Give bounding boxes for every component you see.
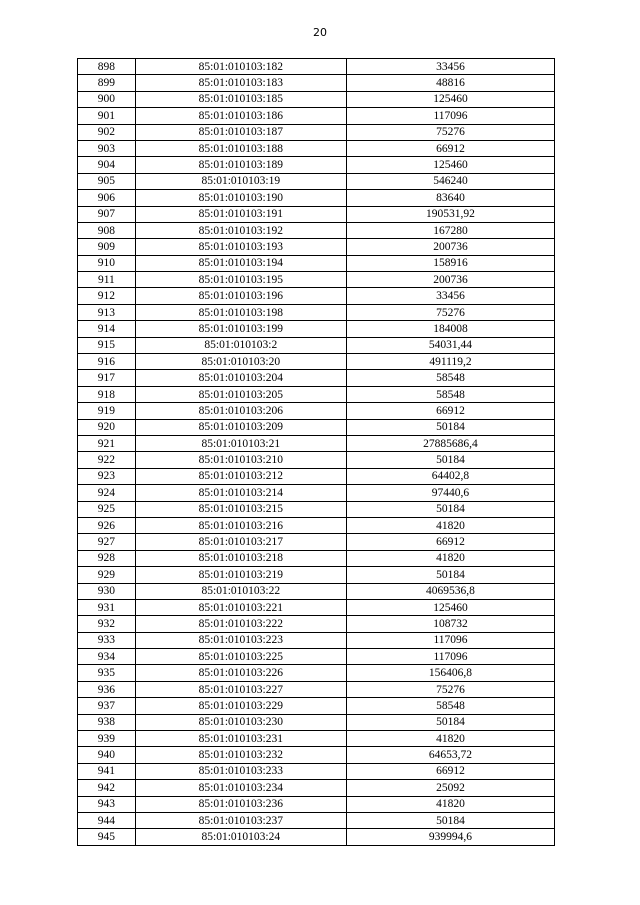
value-cell: 75276 bbox=[346, 681, 554, 697]
cadastral-value-table bbox=[77, 58, 555, 846]
row-number-cell: 926 bbox=[78, 517, 136, 533]
row-number-cell: 902 bbox=[78, 124, 136, 140]
cadastral-number-cell: 85:01:010103:193 bbox=[135, 239, 346, 255]
table-row bbox=[78, 468, 555, 484]
table-row bbox=[78, 435, 555, 451]
value-cell: 83640 bbox=[346, 190, 554, 206]
value-cell: 66912 bbox=[346, 534, 554, 550]
table-row bbox=[78, 239, 555, 255]
row-number-cell: 930 bbox=[78, 583, 136, 599]
table-row bbox=[78, 534, 555, 550]
value-cell: 200736 bbox=[346, 272, 554, 288]
value-cell: 117096 bbox=[346, 632, 554, 648]
value-cell: 58548 bbox=[346, 370, 554, 386]
row-number-cell: 928 bbox=[78, 550, 136, 566]
cadastral-number-cell: 85:01:010103:188 bbox=[135, 140, 346, 156]
cadastral-number-cell: 85:01:010103:21 bbox=[135, 435, 346, 451]
value-cell: 50184 bbox=[346, 452, 554, 468]
row-number-cell: 933 bbox=[78, 632, 136, 648]
cadastral-number-cell: 85:01:010103:219 bbox=[135, 567, 346, 583]
row-number-cell: 942 bbox=[78, 780, 136, 796]
cadastral-number-cell: 85:01:010103:22 bbox=[135, 583, 346, 599]
table-row bbox=[78, 681, 555, 697]
cadastral-number-cell: 85:01:010103:206 bbox=[135, 403, 346, 419]
value-cell: 491119,2 bbox=[346, 354, 554, 370]
row-number-cell: 932 bbox=[78, 616, 136, 632]
cadastral-number-cell: 85:01:010103:227 bbox=[135, 681, 346, 697]
table-row bbox=[78, 665, 555, 681]
row-number-cell: 905 bbox=[78, 173, 136, 189]
value-cell: 27885686,4 bbox=[346, 435, 554, 451]
table-row bbox=[78, 206, 555, 222]
row-number-cell: 934 bbox=[78, 649, 136, 665]
cadastral-number-cell: 85:01:010103:185 bbox=[135, 91, 346, 107]
cadastral-number-cell: 85:01:010103:217 bbox=[135, 534, 346, 550]
table-row bbox=[78, 386, 555, 402]
cadastral-number-cell: 85:01:010103:209 bbox=[135, 419, 346, 435]
cadastral-number-cell: 85:01:010103:204 bbox=[135, 370, 346, 386]
cadastral-number-cell: 85:01:010103:222 bbox=[135, 616, 346, 632]
value-cell: 58548 bbox=[346, 698, 554, 714]
row-number-cell: 938 bbox=[78, 714, 136, 730]
table-row bbox=[78, 517, 555, 533]
table-row bbox=[78, 288, 555, 304]
cadastral-number-cell: 85:01:010103:226 bbox=[135, 665, 346, 681]
row-number-cell: 904 bbox=[78, 157, 136, 173]
cadastral-number-cell: 85:01:010103:216 bbox=[135, 517, 346, 533]
row-number-cell: 914 bbox=[78, 321, 136, 337]
table-row bbox=[78, 829, 555, 845]
row-number-cell: 931 bbox=[78, 599, 136, 615]
row-number-cell: 939 bbox=[78, 731, 136, 747]
cadastral-number-cell: 85:01:010103:183 bbox=[135, 75, 346, 91]
cadastral-number-cell: 85:01:010103:198 bbox=[135, 304, 346, 320]
value-cell: 939994,6 bbox=[346, 829, 554, 845]
value-cell: 25092 bbox=[346, 780, 554, 796]
table-row bbox=[78, 632, 555, 648]
row-number-cell: 921 bbox=[78, 435, 136, 451]
row-number-cell: 916 bbox=[78, 354, 136, 370]
row-number-cell: 929 bbox=[78, 567, 136, 583]
row-number-cell: 908 bbox=[78, 222, 136, 238]
table-row bbox=[78, 599, 555, 615]
row-number-cell: 901 bbox=[78, 108, 136, 124]
cadastral-number-cell: 85:01:010103:232 bbox=[135, 747, 346, 763]
value-cell: 50184 bbox=[346, 714, 554, 730]
cadastral-number-cell: 85:01:010103:236 bbox=[135, 796, 346, 812]
cadastral-number-cell: 85:01:010103:192 bbox=[135, 222, 346, 238]
row-number-cell: 899 bbox=[78, 75, 136, 91]
table-row bbox=[78, 796, 555, 812]
table-row bbox=[78, 157, 555, 173]
cadastral-number-cell: 85:01:010103:214 bbox=[135, 485, 346, 501]
value-cell: 167280 bbox=[346, 222, 554, 238]
table-row bbox=[78, 354, 555, 370]
value-cell: 66912 bbox=[346, 140, 554, 156]
table-row bbox=[78, 91, 555, 107]
row-number-cell: 915 bbox=[78, 337, 136, 353]
row-number-cell: 927 bbox=[78, 534, 136, 550]
value-cell: 41820 bbox=[346, 731, 554, 747]
value-cell: 125460 bbox=[346, 157, 554, 173]
row-number-cell: 917 bbox=[78, 370, 136, 386]
row-number-cell: 924 bbox=[78, 485, 136, 501]
cadastral-number-cell: 85:01:010103:2 bbox=[135, 337, 346, 353]
row-number-cell: 900 bbox=[78, 91, 136, 107]
cadastral-number-cell: 85:01:010103:199 bbox=[135, 321, 346, 337]
table-row bbox=[78, 222, 555, 238]
value-cell: 125460 bbox=[346, 91, 554, 107]
value-cell: 546240 bbox=[346, 173, 554, 189]
cadastral-number-cell: 85:01:010103:20 bbox=[135, 354, 346, 370]
value-cell: 54031,44 bbox=[346, 337, 554, 353]
cadastral-number-cell: 85:01:010103:186 bbox=[135, 108, 346, 124]
value-cell: 75276 bbox=[346, 304, 554, 320]
table-row bbox=[78, 649, 555, 665]
row-number-cell: 911 bbox=[78, 272, 136, 288]
value-cell: 117096 bbox=[346, 649, 554, 665]
table-row bbox=[78, 173, 555, 189]
value-cell: 33456 bbox=[346, 59, 554, 75]
cadastral-number-cell: 85:01:010103:24 bbox=[135, 829, 346, 845]
table-row bbox=[78, 75, 555, 91]
table-row bbox=[78, 304, 555, 320]
table-row bbox=[78, 124, 555, 140]
table-row bbox=[78, 255, 555, 271]
table-row bbox=[78, 272, 555, 288]
table-row bbox=[78, 419, 555, 435]
table-row bbox=[78, 452, 555, 468]
row-number-cell: 937 bbox=[78, 698, 136, 714]
value-cell: 33456 bbox=[346, 288, 554, 304]
cadastral-number-cell: 85:01:010103:221 bbox=[135, 599, 346, 615]
cadastral-number-cell: 85:01:010103:233 bbox=[135, 763, 346, 779]
cadastral-number-cell: 85:01:010103:215 bbox=[135, 501, 346, 517]
row-number-cell: 925 bbox=[78, 501, 136, 517]
value-cell: 66912 bbox=[346, 763, 554, 779]
cadastral-number-cell: 85:01:010103:182 bbox=[135, 59, 346, 75]
row-number-cell: 918 bbox=[78, 386, 136, 402]
cadastral-number-cell: 85:01:010103:195 bbox=[135, 272, 346, 288]
table-body bbox=[78, 59, 555, 846]
value-cell: 66912 bbox=[346, 403, 554, 419]
cadastral-number-cell: 85:01:010103:196 bbox=[135, 288, 346, 304]
table-row bbox=[78, 501, 555, 517]
table-row bbox=[78, 59, 555, 75]
value-cell: 190531,92 bbox=[346, 206, 554, 222]
value-cell: 58548 bbox=[346, 386, 554, 402]
cadastral-number-cell: 85:01:010103:212 bbox=[135, 468, 346, 484]
row-number-cell: 907 bbox=[78, 206, 136, 222]
cadastral-number-cell: 85:01:010103:187 bbox=[135, 124, 346, 140]
value-cell: 75276 bbox=[346, 124, 554, 140]
cadastral-number-cell: 85:01:010103:223 bbox=[135, 632, 346, 648]
value-cell: 41820 bbox=[346, 517, 554, 533]
value-cell: 200736 bbox=[346, 239, 554, 255]
row-number-cell: 906 bbox=[78, 190, 136, 206]
value-cell: 184008 bbox=[346, 321, 554, 337]
table-row bbox=[78, 698, 555, 714]
table-row bbox=[78, 780, 555, 796]
table-row bbox=[78, 747, 555, 763]
row-number-cell: 913 bbox=[78, 304, 136, 320]
value-cell: 50184 bbox=[346, 501, 554, 517]
row-number-cell: 935 bbox=[78, 665, 136, 681]
table-row bbox=[78, 763, 555, 779]
table-row bbox=[78, 321, 555, 337]
row-number-cell: 923 bbox=[78, 468, 136, 484]
table-row bbox=[78, 616, 555, 632]
cadastral-number-cell: 85:01:010103:194 bbox=[135, 255, 346, 271]
row-number-cell: 912 bbox=[78, 288, 136, 304]
cadastral-number-cell: 85:01:010103:19 bbox=[135, 173, 346, 189]
table-row bbox=[78, 550, 555, 566]
table-row bbox=[78, 370, 555, 386]
row-number-cell: 936 bbox=[78, 681, 136, 697]
table-row bbox=[78, 714, 555, 730]
cadastral-number-cell: 85:01:010103:229 bbox=[135, 698, 346, 714]
value-cell: 50184 bbox=[346, 419, 554, 435]
table-row bbox=[78, 403, 555, 419]
value-cell: 108732 bbox=[346, 616, 554, 632]
table-row bbox=[78, 108, 555, 124]
value-cell: 158916 bbox=[346, 255, 554, 271]
table-row bbox=[78, 140, 555, 156]
value-cell: 64653,72 bbox=[346, 747, 554, 763]
value-cell: 48816 bbox=[346, 75, 554, 91]
value-cell: 156406,8 bbox=[346, 665, 554, 681]
row-number-cell: 922 bbox=[78, 452, 136, 468]
row-number-cell: 898 bbox=[78, 59, 136, 75]
value-cell: 41820 bbox=[346, 796, 554, 812]
row-number-cell: 944 bbox=[78, 812, 136, 828]
row-number-cell: 943 bbox=[78, 796, 136, 812]
value-cell: 117096 bbox=[346, 108, 554, 124]
cadastral-number-cell: 85:01:010103:231 bbox=[135, 731, 346, 747]
table-row bbox=[78, 731, 555, 747]
value-cell: 64402,8 bbox=[346, 468, 554, 484]
cadastral-number-cell: 85:01:010103:210 bbox=[135, 452, 346, 468]
cadastral-number-cell: 85:01:010103:189 bbox=[135, 157, 346, 173]
value-cell: 50184 bbox=[346, 567, 554, 583]
cadastral-number-cell: 85:01:010103:234 bbox=[135, 780, 346, 796]
value-cell: 125460 bbox=[346, 599, 554, 615]
cadastral-number-cell: 85:01:010103:205 bbox=[135, 386, 346, 402]
cadastral-number-cell: 85:01:010103:218 bbox=[135, 550, 346, 566]
row-number-cell: 919 bbox=[78, 403, 136, 419]
row-number-cell: 910 bbox=[78, 255, 136, 271]
cadastral-number-cell: 85:01:010103:190 bbox=[135, 190, 346, 206]
cadastral-number-cell: 85:01:010103:225 bbox=[135, 649, 346, 665]
row-number-cell: 940 bbox=[78, 747, 136, 763]
table-row bbox=[78, 567, 555, 583]
row-number-cell: 941 bbox=[78, 763, 136, 779]
table-row bbox=[78, 337, 555, 353]
cadastral-number-cell: 85:01:010103:191 bbox=[135, 206, 346, 222]
row-number-cell: 903 bbox=[78, 140, 136, 156]
value-cell: 97440,6 bbox=[346, 485, 554, 501]
value-cell: 4069536,8 bbox=[346, 583, 554, 599]
table-row bbox=[78, 485, 555, 501]
table-row bbox=[78, 190, 555, 206]
cadastral-number-cell: 85:01:010103:230 bbox=[135, 714, 346, 730]
table-row bbox=[78, 812, 555, 828]
row-number-cell: 945 bbox=[78, 829, 136, 845]
value-cell: 41820 bbox=[346, 550, 554, 566]
cadastral-number-cell: 85:01:010103:237 bbox=[135, 812, 346, 828]
row-number-cell: 909 bbox=[78, 239, 136, 255]
row-number-cell: 920 bbox=[78, 419, 136, 435]
table-row bbox=[78, 583, 555, 599]
value-cell: 50184 bbox=[346, 812, 554, 828]
page-number: 20 bbox=[313, 26, 327, 39]
